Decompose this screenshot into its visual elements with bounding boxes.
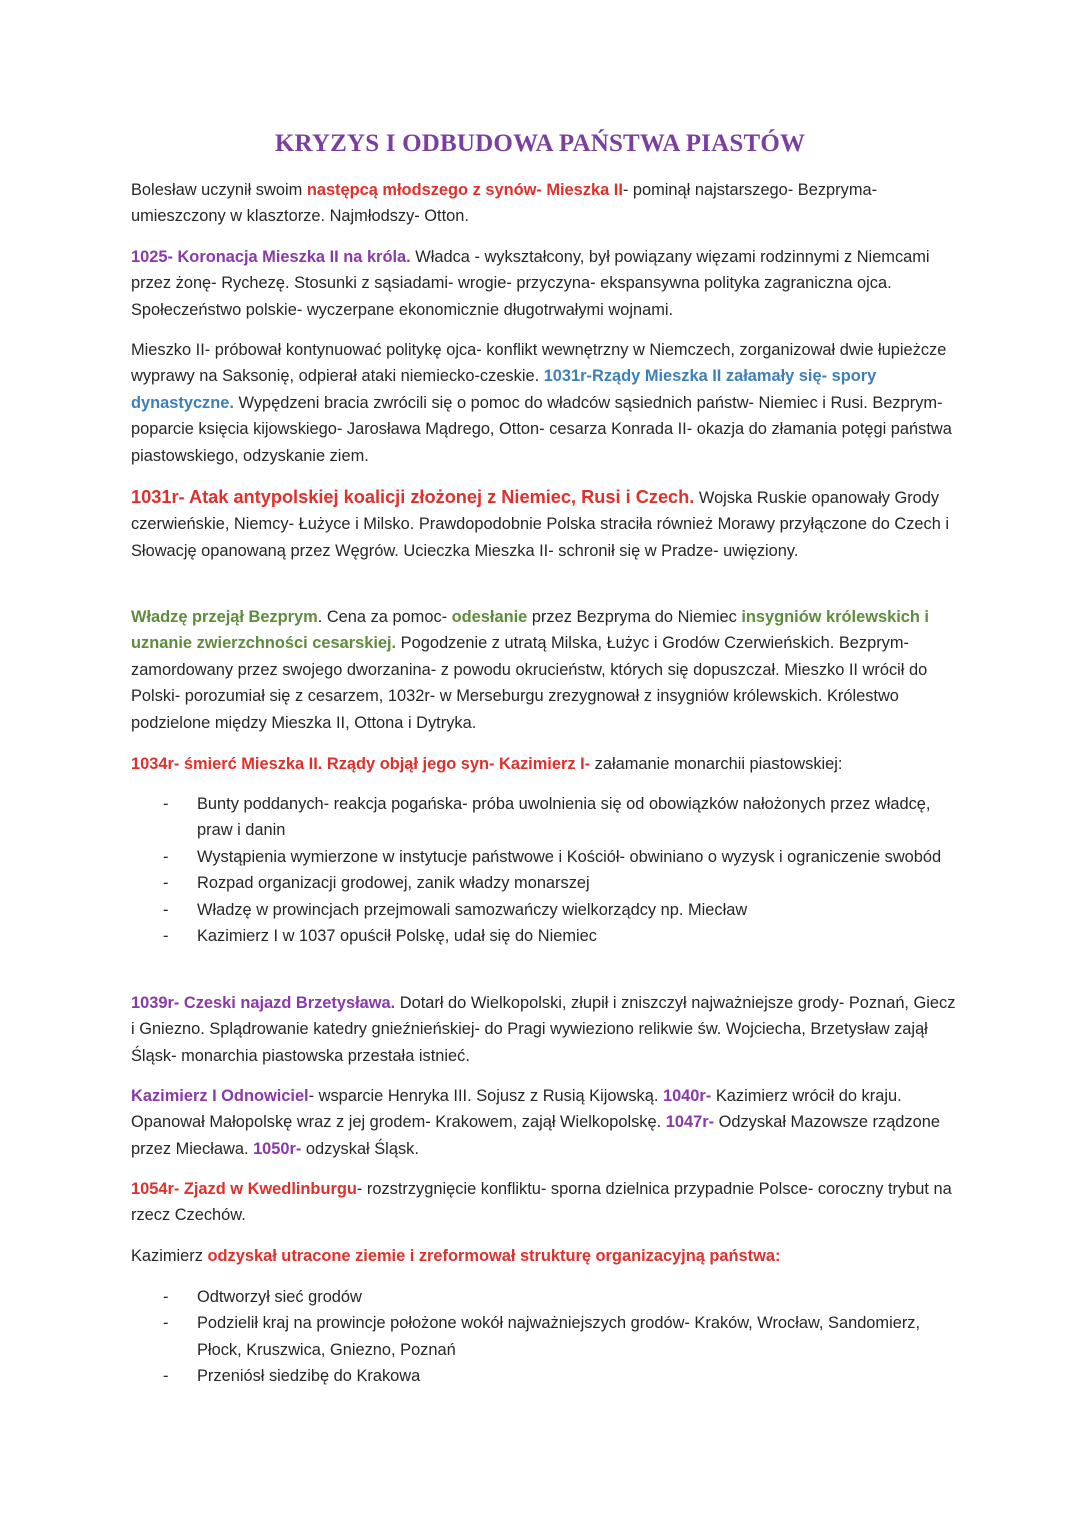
highlight-kwedlinburg: 1054r- Zjazd w Kwedlinburgu (131, 1180, 357, 1198)
paragraph-kwedlinburg (131, 1176, 961, 1229)
text-run: - wsparcie Henryka III. Sojusz z Rusią Kijowską. (308, 1087, 663, 1105)
highlight-reforms: odzyskał utracone ziemie i zreformował strukturę organizacyjną państwa: (207, 1247, 781, 1265)
text-run: załamanie monarchii piastowskiej: (590, 755, 843, 773)
list-item-text: Wystąpienia wymierzone w instytucje państwowe i Kościół- obwiniano o wyzysk i ograniczenie swobód (197, 847, 942, 866)
highlight-year-1047: 1047r- (665, 1113, 715, 1132)
highlight-insignia: insygniów królewskich i uznanie zwierzchności cesarskiej. (131, 608, 929, 653)
text-run: . Cena za pomoc- (317, 608, 452, 626)
text-run: Wypędzeni bracia zwrócili się o pomoc do władców sąsiednich państw- Niemiec i Rusi. Bezprym- poparcie księcia kijowskiego- Jarosława Mądrego, Otton- cesarza Konrada II- okazja do złamania potęgi państwa piastowskiego, odzyskanie ziem. (131, 393, 952, 465)
dash-bullet: - (163, 795, 169, 813)
text-run: Bolesław uczynił swoim (131, 181, 307, 199)
dash-bullet: - (163, 874, 169, 893)
list-item (131, 1363, 961, 1389)
text-run: - rozstrzygnięcie konfliktu- sporna dzielnica przypadnie Polsce- coroczny trybut na rzecz Czechów. (131, 1180, 952, 1225)
list-item (131, 844, 961, 870)
paragraph-bezprym (131, 604, 961, 736)
text-run: Władca - wykształcony, był powiązany więzami rodzinnymi z Niemcami przez żonę- Rychezę. Stosunki z sąsiadami- wrogie- przyczyna- ekspansywna polityka zagraniczna ojca. Społeczeństwo polskie- wyczerpane ekonomicznie długotrwałymi wojnami. (131, 248, 930, 319)
text-run: Kazimierz (131, 1247, 208, 1265)
text-run: Dotarł do Wielkopolski, złupił i zniszczył najważniejsze grody- Poznań, Giecz i Gniezno. Splądrowanie katedry gnieźnieńskiej- do Pragi wywieziono relikwie św. Wojciecha, Brzetysław zajął Śląsk- monarchia piastowska przestała istnieć. (131, 994, 956, 1065)
dash-bullet: - (163, 900, 169, 919)
list-item-text: Kazimierz I w 1037 opuścił Polskę, udał się do Niemiec (197, 927, 597, 946)
dash-bullet: - (163, 927, 169, 946)
list-item-text: Władzę w prowincjach przejmowali samozwańczy wielkorządcy np. Miecław (197, 900, 748, 919)
dash-bullet: - (163, 1314, 169, 1333)
paragraph-succession (131, 177, 961, 230)
dash-bullet: - (163, 847, 169, 866)
list-item-text: Podzielił kraj na prowincje położone wokół najważniejszych grodów- Kraków, Wrocław, Sandomierz, Płock, Kruszwica, Gniezno, Poznań (197, 1314, 921, 1359)
list-collapse-causes (131, 791, 961, 949)
paragraph-mieszko-policy (131, 337, 961, 469)
text-run: Mieszko II- próbował kontynuować politykę ojca- konflikt wewnętrzny w Niemczech, zorganizował dwie łupieżcze wyprawy na Saksonię, odpierał ataki niemiecko-czeskie. (131, 341, 947, 386)
highlight-coalition: 1031r- Atak antypolskiej koalicji złożonej z Niemiec, Rusi i Czech. (131, 487, 695, 507)
list-item-text: Bunty poddanych- reakcja pogańska- próba uwolnienia się od obowiązków nałożonych przez władcę, praw i danin (197, 795, 931, 840)
highlight-czech-raid: 1039r- Czeski najazd Brzetysława. (131, 994, 396, 1012)
paragraph-reforms (131, 1243, 961, 1269)
list-item (131, 897, 961, 923)
list-item-text: Przeniósł siedzibę do Krakowa (197, 1367, 421, 1386)
highlight-year-1050: 1050r- (253, 1139, 302, 1158)
highlight-odnowiciel: Kazimierz I Odnowiciel (131, 1087, 309, 1105)
highlight-sending: odesłanie (451, 608, 528, 626)
highlight-coronation: 1025- Koronacja Mieszka II na króla. (131, 248, 411, 266)
paragraph-czech-raid (131, 990, 961, 1069)
text-run: przez Bezpryma do Niemiec (527, 608, 742, 626)
text-run: Pogodzenie z utratą Milska, Łużyc i Grodów Czerwieńskich. Bezprym- zamordowany przez swojego dworzanina- z powodu okrucieństw, których się dopuszczał. Mieszko II wrócił do Polski- porozumiał się z cesarzem, 1032r- w Merseburgu zrezygnował z insygniów królewskich. Królestwo podzielone między Mieszka II, Ottona i Dytryka. (131, 634, 928, 732)
paragraph-death-mieszko (131, 751, 961, 777)
highlight-collapse: 1031r-Rządy Mieszka II załamały się- spory dynastyczne. (131, 367, 877, 412)
paragraph-coalition (131, 484, 961, 564)
list-item-text: Odtworzył sieć grodów (197, 1288, 362, 1306)
list-item (131, 870, 961, 896)
list-item (131, 1284, 961, 1310)
text-run: Odzyskał Mazowsze rządzone przez Miecława. (131, 1113, 940, 1158)
list-item (131, 791, 961, 844)
text-run: Wojska Ruskie opanowały Grody czerwieńskie, Niemcy- Łużyce i Milsko. Prawdopodobnie Polska straciła również Morawy przyłączone do Czech i Słowację opanowaną przez Węgrów. Ucieczka Mieszka II- schronił się w Pradze- uwięziony. (131, 489, 950, 560)
paragraph-odnowiciel (131, 1083, 961, 1162)
text-run: Kazimierz wrócił do kraju. Opanował Małopolskę wraz z jej grodem- Krakowem, zajął Wielkopolskę. (131, 1087, 902, 1132)
highlight-bezprym: Władzę przejął Bezprym (131, 608, 318, 626)
list-item (131, 923, 961, 949)
text-run: - pominął najstarszego- Bezpryma- umieszczony w klasztorze. Najmłodszy- Otton. (131, 181, 878, 226)
dash-bullet: - (163, 1288, 169, 1306)
highlight-successor: następcą młodszego z synów- Mieszka II (306, 181, 623, 199)
document-title: KRYZYS I ODBUDOWA PAŃSTWA PIASTÓW (274, 130, 806, 157)
list-reforms (131, 1284, 961, 1390)
list-item (131, 1310, 961, 1363)
dash-bullet: - (163, 1367, 169, 1386)
list-item-text: Rozpad organizacji grodowej, zanik władzy monarszej (197, 874, 590, 893)
highlight-year-1040: 1040r- (662, 1087, 712, 1105)
paragraph-coronation (131, 244, 961, 323)
text-run: odzyskał Śląsk. (301, 1139, 419, 1158)
highlight-death: 1034r- śmierć Mieszka II. Rządy objął jego syn- Kazimierz I- (131, 755, 591, 773)
